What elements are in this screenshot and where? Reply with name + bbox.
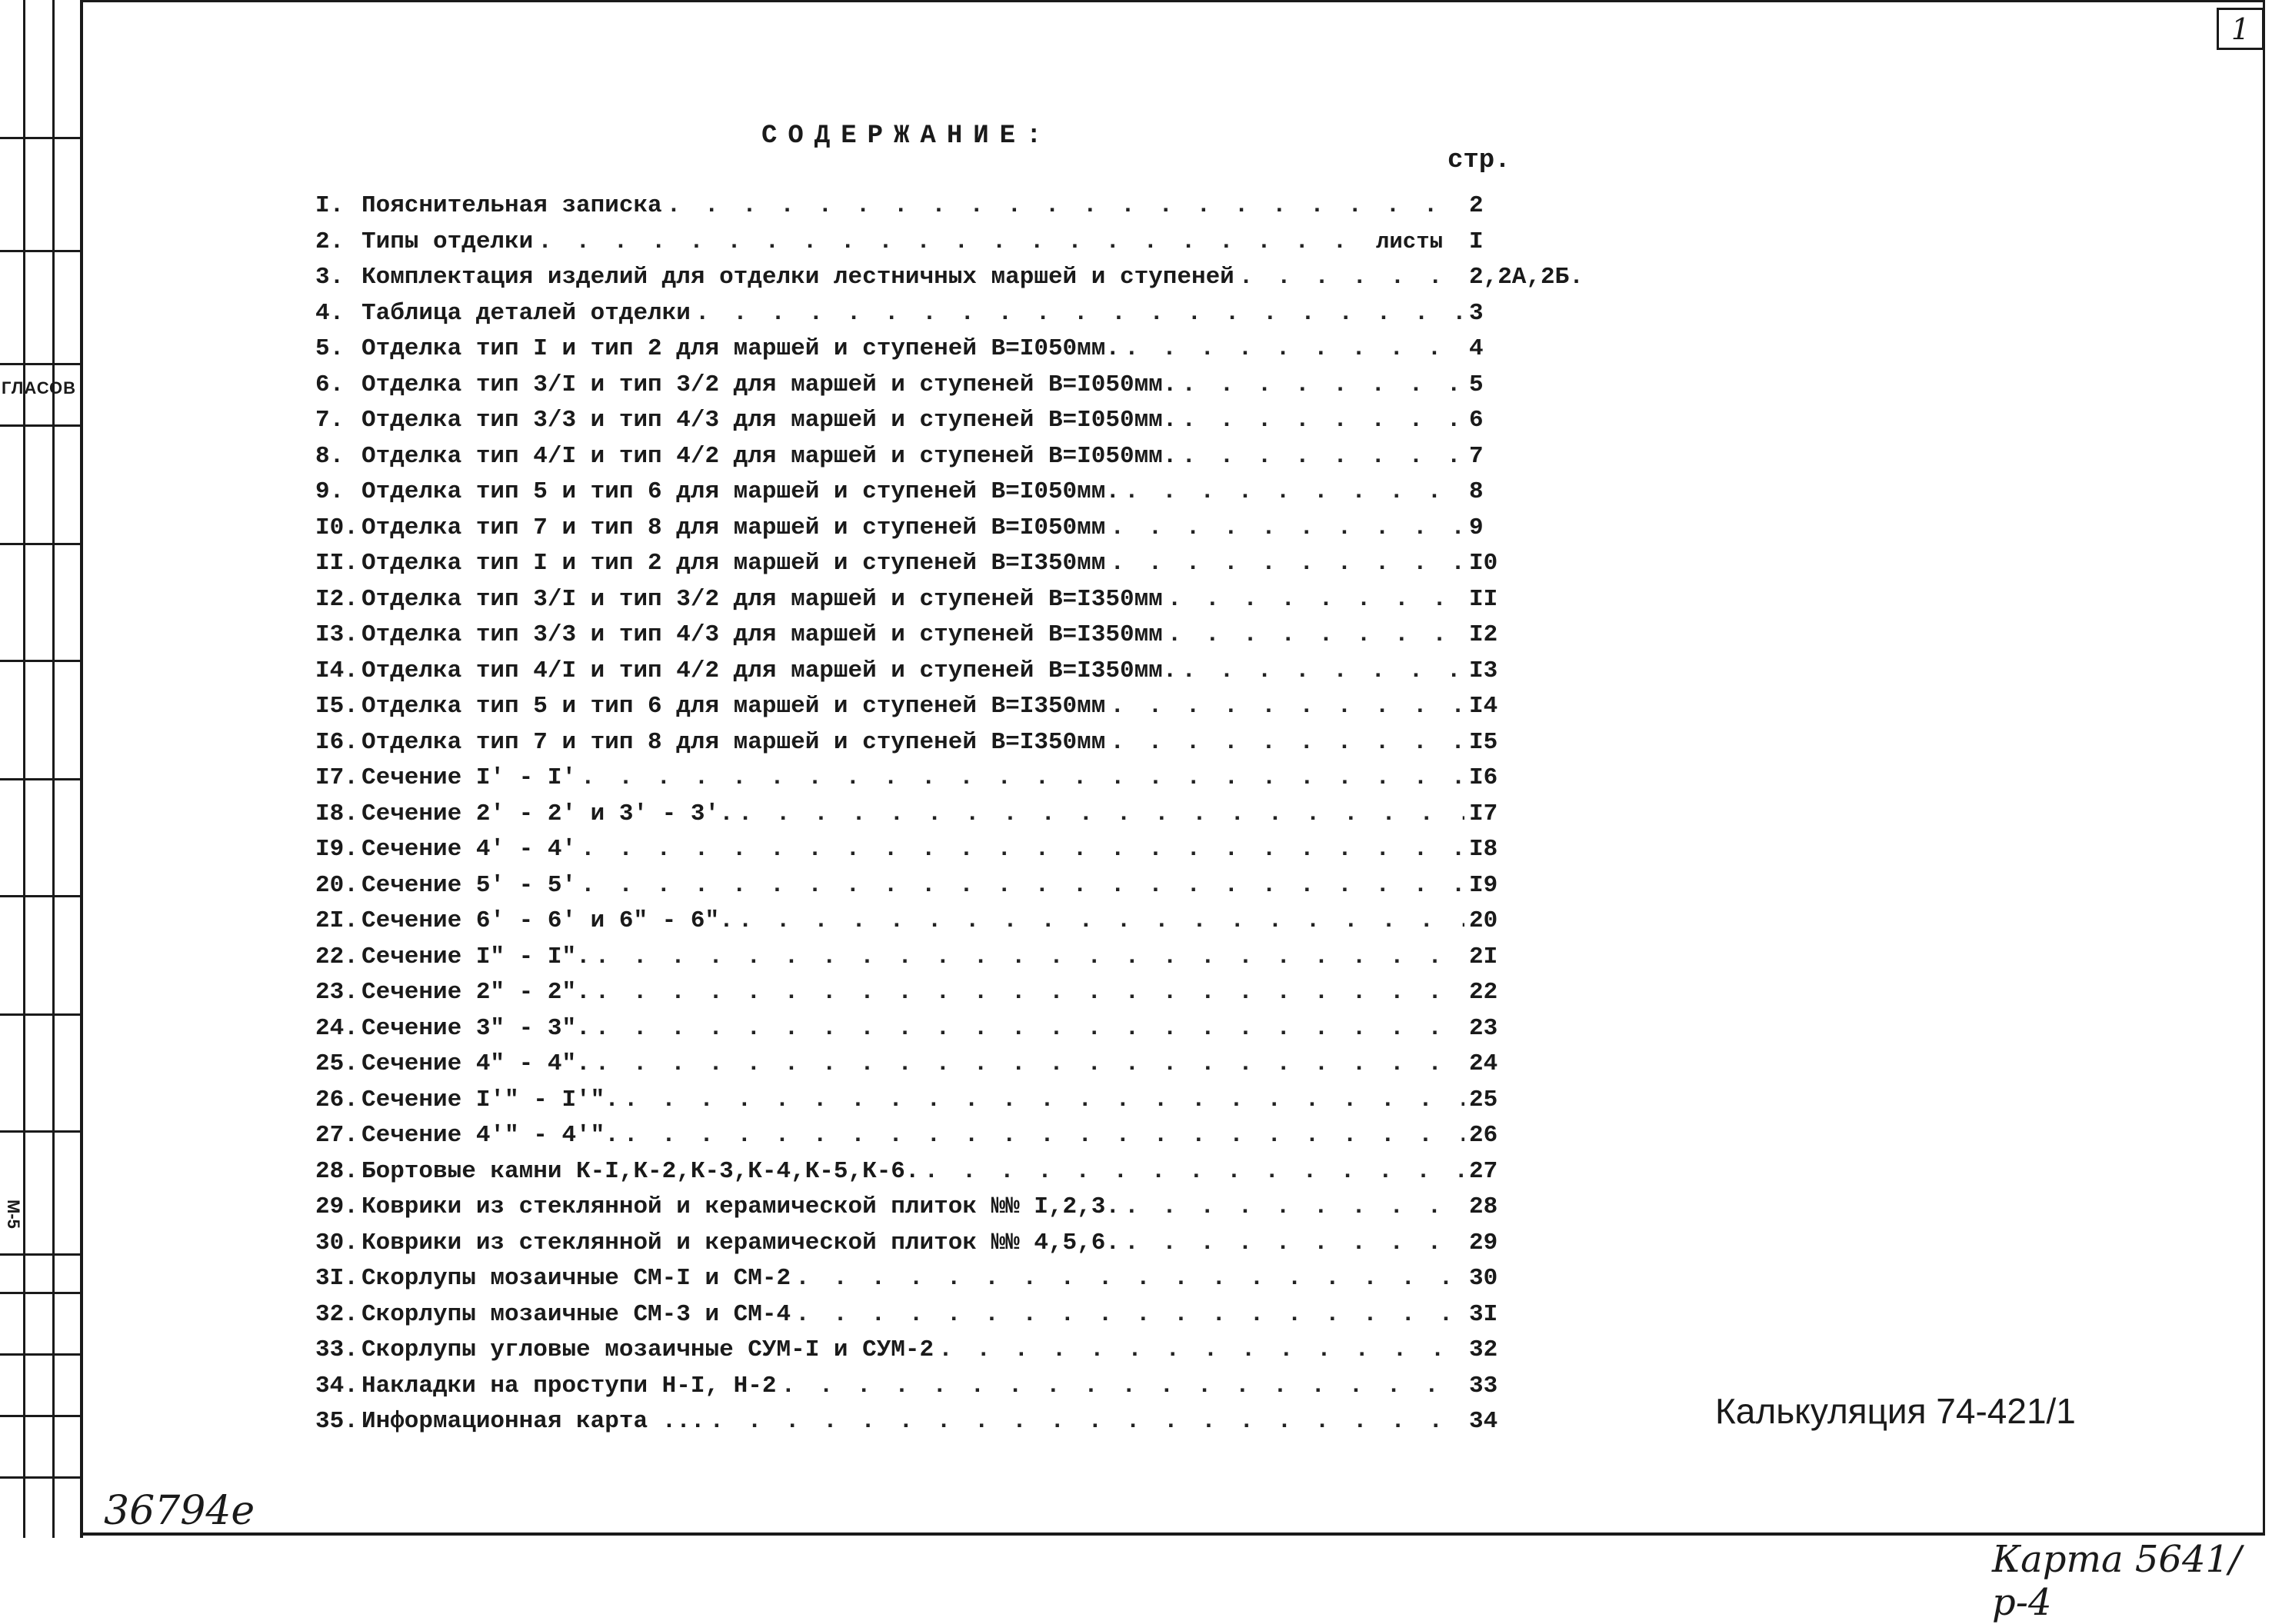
dot-leader (1168, 621, 1464, 648)
toc-item-page: I7 (1469, 800, 1498, 827)
toc-item-page: 2,2А,2Б. (1469, 264, 1584, 291)
stamp-line (0, 1415, 83, 1417)
toc-item-page: 8 (1469, 478, 1484, 505)
dot-leader (595, 1015, 1464, 1042)
toc-item-title: Сечение 4'" - 4'". (361, 1122, 619, 1149)
toc-item-number: I4. (315, 657, 358, 684)
dot-leader (595, 943, 1464, 970)
dot-leader (938, 1336, 1464, 1363)
dot-leader (695, 300, 1464, 327)
toc-item-number: 3. (315, 264, 345, 291)
toc-item-page: I9 (1469, 871, 1498, 899)
dot-leader (581, 872, 1464, 899)
toc-item-title: Коврики из стеклянной и керамической плиток №№ 4,5,6. (361, 1229, 1120, 1256)
handwritten-inventory-number: 36794е (104, 1488, 255, 1534)
toc-item-number: 6. (315, 371, 345, 398)
toc-row (315, 1373, 1584, 1409)
toc-item-page: II (1469, 585, 1498, 613)
dot-leader (581, 836, 1464, 863)
toc-item-title: Сечение I' - I' (361, 764, 577, 791)
toc-item-title: Отделка тип 5 и тип 6 для маршей и ступеней В=I050мм. (361, 478, 1120, 505)
toc-item-page: 4 (1469, 335, 1484, 362)
sheet-number: 1 (2230, 12, 2250, 46)
toc-item-number: 20. (315, 871, 358, 899)
toc-item-number: 9. (315, 478, 345, 505)
dot-leader (581, 764, 1464, 791)
toc-item-number: I9. (315, 836, 358, 863)
toc-item-title: Типы отделки (361, 228, 534, 255)
toc-item-page: 34 (1469, 1408, 1498, 1435)
toc-item-page: I0 (1469, 550, 1498, 577)
toc-item-page: 2I (1469, 943, 1498, 970)
dot-leader (781, 1373, 1465, 1399)
toc-item-number: II. (315, 550, 358, 577)
toc-item-title: Отделка тип I и тип 2 для маршей и ступеней В=I050мм. (361, 335, 1120, 362)
dot-leader (738, 800, 1464, 827)
toc-item-number: 8. (315, 442, 345, 470)
toc-item-title: Отделка тип 4/I и тип 4/2 для маршей и ступеней В=I050мм. (361, 442, 1178, 470)
toc-row (315, 764, 1584, 800)
frame-bottom (80, 1532, 2264, 1536)
toc-row (315, 1015, 1584, 1051)
dot-leader (1181, 443, 1464, 470)
toc-item-number: 30. (315, 1229, 358, 1256)
toc-item-number: 2I. (315, 907, 358, 934)
dot-leader (1110, 693, 1464, 720)
toc-item-title: Сечение 4" - 4". (361, 1050, 591, 1077)
stamp-line (0, 363, 83, 365)
dot-leader (738, 907, 1464, 934)
toc-item-note: листы (1375, 228, 1443, 255)
toc-item-title: Сечение 2" - 2". (361, 979, 591, 1006)
toc-row (315, 1193, 1584, 1230)
toc-row (315, 943, 1584, 980)
toc-row (315, 1087, 1584, 1123)
toc-item-page: I8 (1469, 836, 1498, 863)
toc-row (315, 800, 1584, 837)
dot-leader (924, 1158, 1464, 1185)
stamp-code: М-5 (4, 1200, 23, 1229)
stamp-line (0, 1476, 83, 1479)
stamp-line (0, 250, 83, 252)
toc-item-title: Сечение I'" - I'". (361, 1086, 619, 1113)
toc-item-title: Отделка тип 3/I и тип 3/2 для маршей и ступеней В=I350мм (361, 585, 1163, 613)
toc-item-title: Сечение 5' - 5' (361, 871, 577, 899)
toc-item-page: 33 (1469, 1372, 1498, 1399)
toc-row (315, 729, 1584, 765)
toc-item-title: Сечение 4' - 4' (361, 836, 577, 863)
toc-item-number: 34. (315, 1372, 358, 1399)
stamp-line (0, 660, 83, 662)
toc-item-number: 2. (315, 228, 345, 255)
toc-item-page: 3 (1469, 299, 1484, 327)
dot-leader (1124, 1193, 1464, 1220)
toc-row (315, 979, 1584, 1015)
toc-item-page: 30 (1469, 1265, 1498, 1292)
toc-item-title: Пояснительная записка (361, 192, 662, 219)
toc-row (315, 621, 1584, 657)
stamp-line (0, 1013, 83, 1016)
toc-item-number: 5. (315, 335, 345, 362)
dot-leader (1239, 264, 1464, 291)
dot-leader (1110, 729, 1464, 756)
toc-item-page: 9 (1469, 514, 1484, 541)
toc-item-number: I2. (315, 585, 358, 613)
toc-item-title: Комплектация изделий для отделки лестничных маршей и ступеней (361, 264, 1234, 291)
toc-row (315, 407, 1584, 443)
toc-item-title: Отделка тип 4/I и тип 4/2 для маршей и ступеней В=I350мм. (361, 657, 1178, 684)
toc-item-title: Отделка тип 7 и тип 8 для маршей и ступеней В=I050мм (361, 514, 1106, 541)
dot-leader (624, 1122, 1464, 1149)
toc-item-title: Информационная карта ... (361, 1408, 705, 1435)
toc-row (315, 1050, 1584, 1087)
toc-item-page: 2 (1469, 192, 1484, 219)
toc-item-page: 5 (1469, 371, 1484, 398)
toc-item-page: 22 (1469, 979, 1498, 1006)
toc-item-page: 27 (1469, 1157, 1498, 1185)
handwritten-card-number: Карта 5641/р-4 (1992, 1538, 2242, 1624)
toc-item-page: 6 (1469, 407, 1484, 434)
stamp-line (0, 1292, 83, 1294)
toc-item-title: Накладки на проступи Н-I, Н-2 (361, 1372, 777, 1399)
toc-row (315, 1336, 1584, 1373)
toc-row (315, 872, 1584, 908)
toc-item-title: Скорлупы мозаичные СМ-3 и СМ-4 (361, 1300, 791, 1328)
table-of-contents (315, 192, 1584, 1444)
toc-item-page: 28 (1469, 1193, 1498, 1220)
toc-item-title: Отделка тип 3/3 и тип 4/3 для маршей и ступеней В=I050мм. (361, 407, 1178, 434)
toc-item-number: 32. (315, 1300, 358, 1328)
toc-item-title: Сечение 6' - 6' и 6" - 6". (361, 907, 734, 934)
toc-item-page: 7 (1469, 442, 1484, 470)
toc-item-number: I5. (315, 693, 358, 720)
toc-row (315, 586, 1584, 622)
toc-item-page: I5 (1469, 728, 1498, 756)
calculation-label: Калькуляция 74-421/1 (1715, 1391, 2076, 1431)
toc-item-number: 25. (315, 1050, 358, 1077)
dot-leader (624, 1087, 1464, 1113)
dot-leader (538, 228, 1371, 255)
toc-item-number: 28. (315, 1157, 358, 1185)
toc-row (315, 514, 1584, 551)
toc-item-title: Коврики из стеклянной и керамической плиток №№ I,2,3. (361, 1193, 1120, 1220)
toc-item-page: 26 (1469, 1122, 1498, 1149)
toc-item-title: Сечение 3" - 3". (361, 1014, 591, 1042)
sheet-number-box (2217, 8, 2264, 50)
frame-left-inner (80, 0, 83, 1538)
toc-item-number: 24. (315, 1014, 358, 1042)
stamp-line (0, 424, 83, 427)
toc-item-number: 29. (315, 1193, 358, 1220)
toc-item-number: 4. (315, 299, 345, 327)
stamp-name: ГЛАСОВ (2, 378, 77, 398)
toc-row (315, 443, 1584, 479)
toc-item-page: 20 (1469, 907, 1498, 934)
toc-item-number: I. (315, 192, 345, 219)
toc-item-page: I4 (1469, 693, 1498, 720)
toc-row (315, 478, 1584, 514)
stamp-line (0, 1253, 83, 1256)
toc-row (315, 1158, 1584, 1194)
toc-row (315, 657, 1584, 694)
toc-item-number: I3. (315, 621, 358, 648)
toc-row (315, 1301, 1584, 1337)
toc-row (315, 264, 1584, 300)
toc-item-number: 23. (315, 979, 358, 1006)
toc-item-page: 3I (1469, 1300, 1498, 1328)
toc-row (315, 693, 1584, 729)
dot-leader (1124, 478, 1464, 505)
toc-item-number: 22. (315, 943, 358, 970)
toc-item-title: Скорлупы угловые мозаичные СУМ-I и СУМ-2 (361, 1336, 934, 1363)
toc-item-title: Скорлупы мозаичные СМ-I и СМ-2 (361, 1265, 791, 1292)
dot-leader (1181, 371, 1464, 398)
dot-leader (1124, 1230, 1464, 1256)
stamp-line (0, 543, 83, 545)
toc-item-number: I6. (315, 728, 358, 756)
toc-item-number: I7. (315, 764, 358, 791)
dot-leader (1168, 586, 1464, 613)
toc-row (315, 335, 1584, 371)
toc-item-page: 29 (1469, 1229, 1498, 1256)
dot-leader (1110, 550, 1464, 577)
toc-item-number: 26. (315, 1086, 358, 1113)
toc-item-page: 32 (1469, 1336, 1498, 1363)
toc-item-title: Отделка тип 3/3 и тип 4/3 для маршей и ступеней В=I350мм (361, 621, 1163, 648)
toc-item-page: I6 (1469, 764, 1498, 791)
dot-leader (595, 979, 1464, 1006)
toc-row (315, 192, 1584, 228)
dot-leader (1124, 335, 1464, 362)
dot-leader (595, 1050, 1464, 1077)
toc-row (315, 550, 1584, 586)
frame-left-mid (52, 0, 55, 1538)
stamp-line (0, 1130, 83, 1133)
dot-leader (1110, 514, 1464, 541)
toc-item-page: I (1469, 228, 1484, 255)
stamp-line (0, 137, 83, 139)
toc-row (315, 836, 1584, 872)
dot-leader (1181, 407, 1464, 434)
toc-item-number: 7. (315, 407, 345, 434)
toc-item-page: 25 (1469, 1086, 1498, 1113)
toc-item-number: I0. (315, 514, 358, 541)
toc-item-number: I8. (315, 800, 358, 827)
toc-row (315, 1230, 1584, 1266)
stamp-line (0, 778, 83, 780)
toc-item-number: 33. (315, 1336, 358, 1363)
toc-row (315, 371, 1584, 408)
toc-item-page: I3 (1469, 657, 1498, 684)
toc-item-title: Отделка тип 5 и тип 6 для маршей и ступеней В=I350мм (361, 693, 1106, 720)
toc-row (315, 1408, 1584, 1444)
toc-item-number: 35. (315, 1408, 358, 1435)
toc-item-title: Отделка тип 3/I и тип 3/2 для маршей и ступеней В=I050мм. (361, 371, 1178, 398)
toc-row (315, 907, 1584, 943)
frame-right (2263, 0, 2265, 1536)
toc-item-page: 23 (1469, 1014, 1498, 1042)
dot-leader (1181, 657, 1464, 684)
dot-leader (795, 1301, 1464, 1328)
toc-item-title: Отделка тип I и тип 2 для маршей и ступеней В=I350мм (361, 550, 1106, 577)
toc-row (315, 1122, 1584, 1158)
stamp-line (0, 1353, 83, 1356)
stamp-line (0, 895, 83, 897)
frame-top (80, 0, 2264, 2)
toc-item-number: 3I. (315, 1265, 358, 1292)
toc-item-page: I2 (1469, 621, 1498, 648)
page-column-heading: стр. (1447, 146, 1511, 175)
dot-leader (667, 192, 1464, 219)
frame-left-outer (23, 0, 25, 1538)
toc-item-title: Сечение 2' - 2' и 3' - 3'. (361, 800, 734, 827)
toc-row (315, 228, 1584, 265)
dot-leader (795, 1265, 1464, 1292)
toc-item-title: Бортовые камни К-I,К-2,К-3,К-4,К-5,К-6. (361, 1157, 920, 1185)
toc-item-title: Отделка тип 7 и тип 8 для маршей и ступеней В=I350мм (361, 728, 1106, 756)
toc-row (315, 1265, 1584, 1301)
toc-item-page: 24 (1469, 1050, 1498, 1077)
dot-leader (709, 1408, 1464, 1435)
toc-item-title: Сечение I" - I". (361, 943, 591, 970)
toc-item-title: Таблица деталей отделки (361, 299, 691, 327)
toc-row (315, 300, 1584, 336)
toc-item-number: 27. (315, 1122, 358, 1149)
page-title: СОДЕРЖАНИЕ: (761, 121, 1053, 151)
